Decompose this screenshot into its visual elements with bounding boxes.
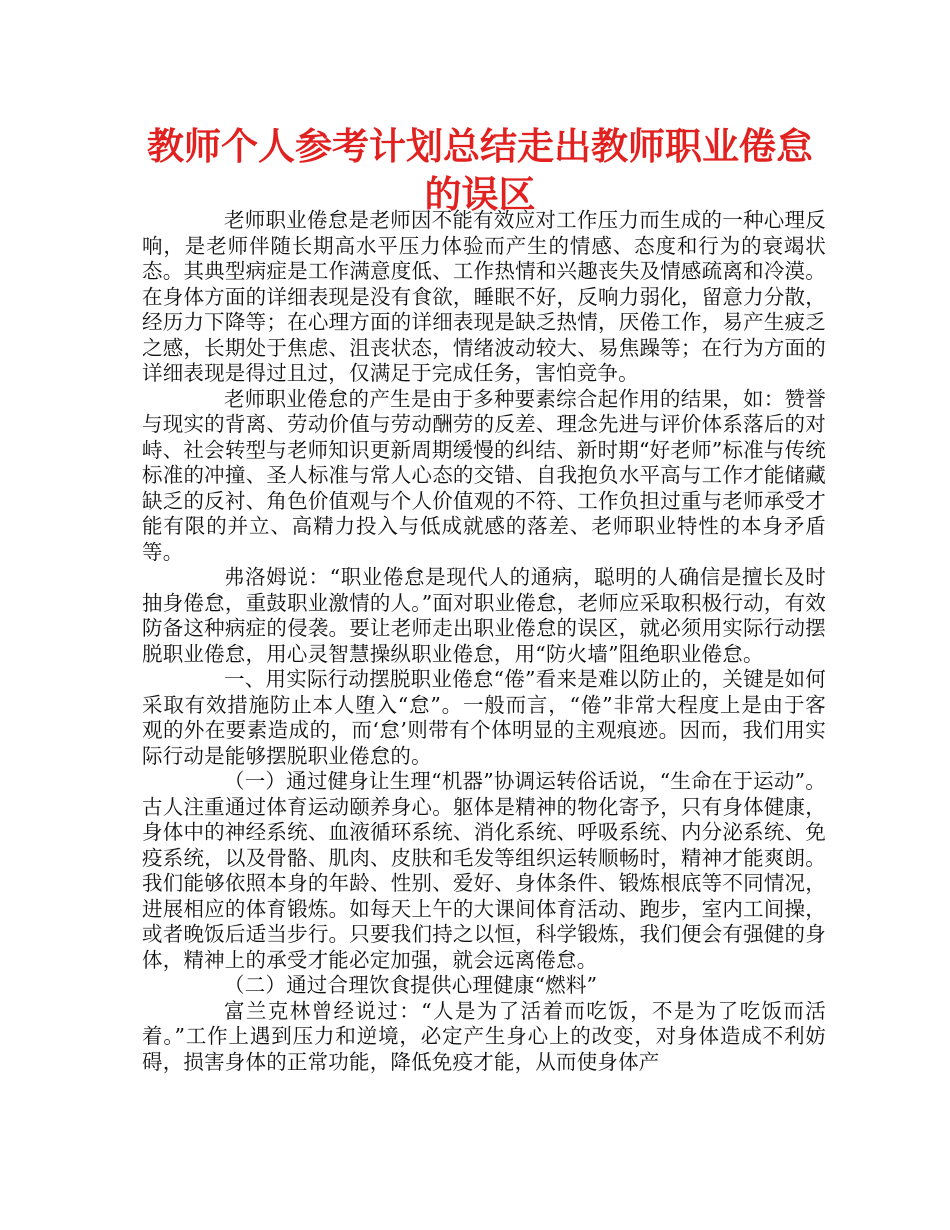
document-body: [142, 208, 826, 1075]
paragraph-7: 富兰克林曾经说过：“人是为了活着而吃饭，不是为了吃饭而活着。”工作上遇到压力和逆境，必定产生身心上的改变，对身体造成不利妨碍，损害身体的正常功能，降低免疫才能，从而使身体产: [142, 998, 826, 1074]
paragraph-3: 弗洛姆说：“职业倦怠是现代人的通病，聪明的人确信是擅长及时抽身倦怠，重鼓职业激情的人。”面对职业倦怠，老师应采取积极行动，有效防备这种病症的侵袭。要让老师走出职业倦怠的误区，就必须用实际行动摆脱职业倦怠，用心灵智慧操纵职业倦怠，用“防火墙”阻绝职业倦怠。: [142, 565, 826, 666]
paragraph-4: 一、用实际行动摆脱职业倦怠“倦”看来是难以防止的，关键是如何采取有效措施防止本人堕入“怠”。一般而言，“倦”非常大程度上是由于客观的外在要素造成的，而‘怠’则带有个体明显的主观痕迹。因而，我们用实际行动是能够摆脱职业倦怠的。: [142, 667, 826, 768]
document-title: 教师个人参考计划总结走出教师职业倦怠的误区: [147, 124, 813, 216]
paragraph-2: 老师职业倦怠的产生是由于多种要素综合起作用的结果，如：赞誉与现实的背离、劳动价值与劳动酬劳的反差、理念先进与评价体系落后的对峙、社会转型与老师知识更新周期缓慢的纠结、新时期“好老师”标准与传统标准的冲撞、圣人标准与常人心态的交错、自我抱负水平高与工作才能储藏缺乏的反衬、角色价值观与个人价值观的不符、工作负担过重与老师承受才能有限的并立、高精力投入与低成就感的落差、老师职业特性的本身矛盾等。: [142, 386, 826, 564]
paragraph-5: （一）通过健身让生理“机器”协调运转俗话说，“生命在于运动”。古人注重通过体育运动颐养身心。躯体是精神的物化寄予，只有身体健康，身体中的神经系统、血液循环系统、消化系统、呼吸系统、内分泌系统、免疫系统，以及骨骼、肌肉、皮肤和毛发等组织运转顺畅时，精神才能爽朗。我们能够依照本身的年龄、性别、爱好、身体条件、锻炼根底等不同情况，进展相应的体育锻炼。如每天上午的大课间体育活动、跑步，室内工间操，或者晚饭后适当步行。只要我们持之以恒，科学锻炼，我们便会有强健的身体，精神上的承受才能必定加强，就会远离倦怠。: [142, 769, 826, 972]
paragraph-1: 老师职业倦怠是老师因不能有效应对工作压力而生成的一种心理反响，是老师伴随长期高水平压力体验而产生的情感、态度和行为的衰竭状态。其典型病症是工作满意度低、工作热情和兴趣丧失及情感疏离和冷漠。在身体方面的详细表现是没有食欲，睡眠不好，反响力弱化，留意力分散，经历力下降等；在心理方面的详细表现是缺乏热情，厌倦工作，易产生疲乏之感，长期处于焦虑、沮丧状态，情绪波动较大、易焦躁等；在行为方面的详细表现是得过且过，仅满足于完成任务，害怕竞争。: [142, 208, 826, 385]
paragraph-6-heading: （二）通过合理饮食提供心理健康“燃料”: [224, 973, 598, 997]
